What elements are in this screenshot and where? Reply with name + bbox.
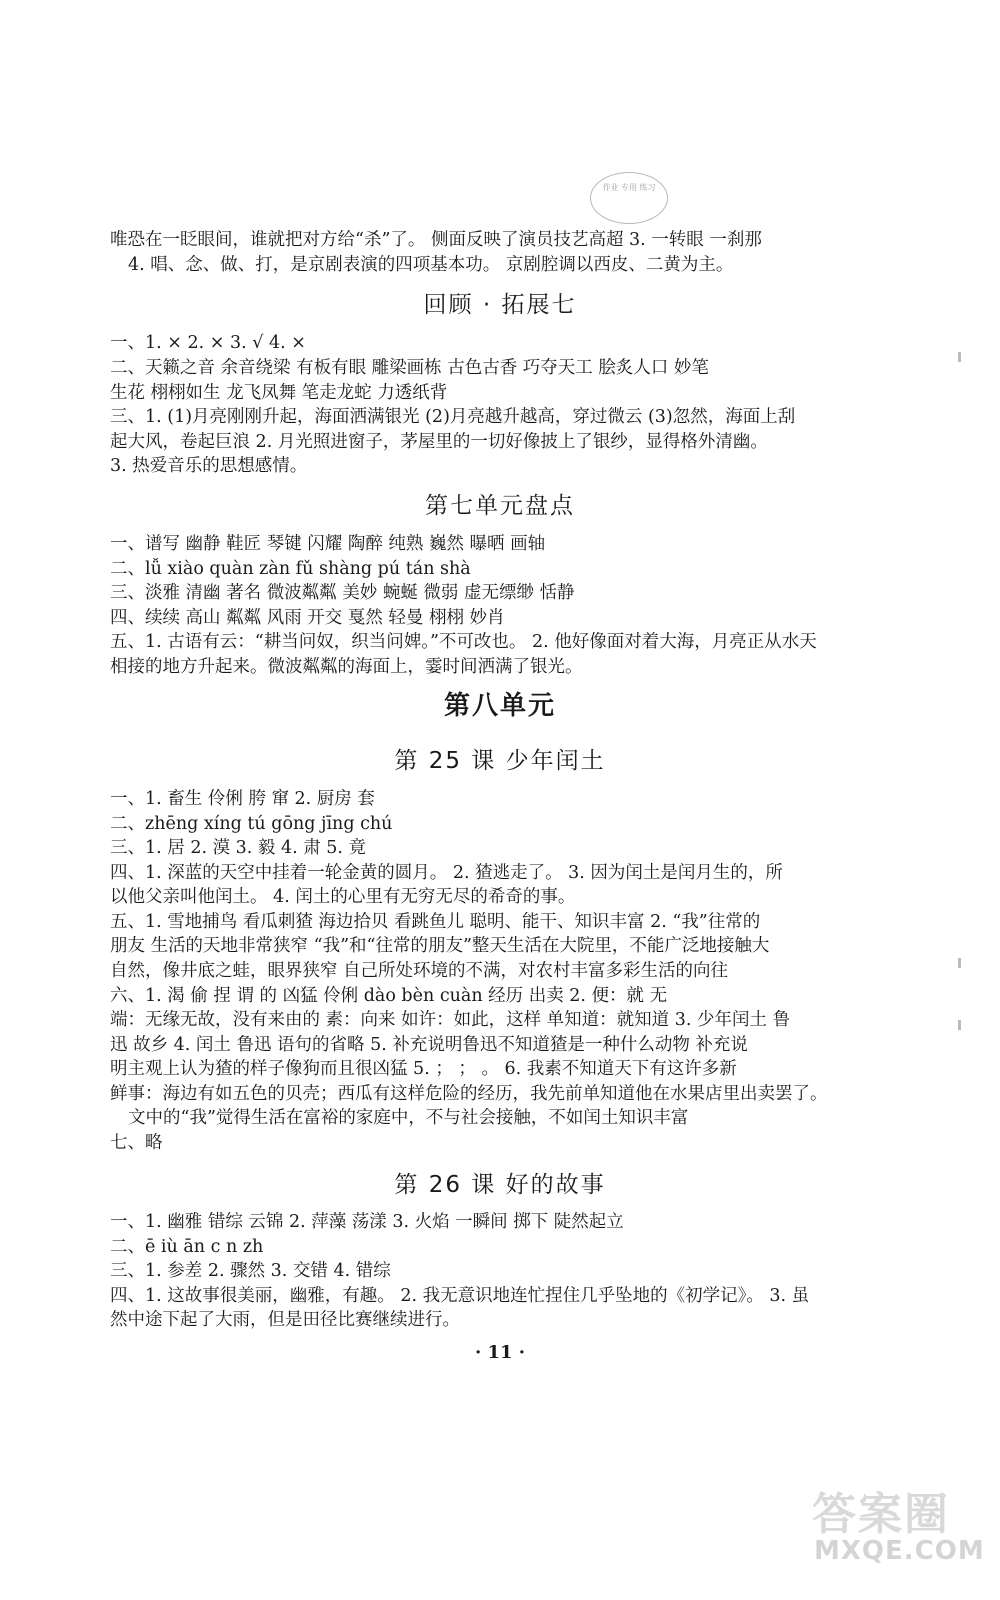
answer-line: 一、1. × 2. × 3. √ 4. × [110,333,306,353]
margin-mark [958,1020,961,1030]
answer-line: 生花 栩栩如生 龙飞凤舞 笔走龙蛇 力透纸背 [110,383,448,403]
answer-line: 二、天籁之音 余音绕梁 有板有眼 雕梁画栋 古色古香 巧夺天工 脍炙人口 妙笔 [110,358,709,378]
answer-line: 三、1. (1)月亮刚刚升起，海面洒满银光 (2)月亮越升越高，穿过微云 (3)忽然，海面上刮 [110,407,796,427]
answer-line: 然中途下起了大雨，但是田径比赛继续进行。 [110,1310,460,1330]
answer-line: 鲜事：海边有如五色的贝壳；西瓜有这样危险的经历，我先前单知道他在水果店里出卖罢了。 [110,1084,828,1104]
answer-line: 四、1. 深蓝的天空中挂着一轮金黄的圆月。 2. 猹逃走了。 3. 因为闰土是闰月生的，所 [110,863,783,883]
watermark-url: MXQE.COM [814,1536,985,1566]
answer-line: 二、ē iù ān c n zh [110,1237,264,1257]
margin-mark [958,352,961,362]
answer-line: 五、1. 古语有云：“耕当问奴，织当问婢。”不可改也。 2. 他好像面对着大海，月亮正从水天 [110,632,817,652]
answer-line: 文中的“我”觉得生活在富裕的家庭中，不与社会接触，不如闰土知识丰富 [128,1108,689,1128]
answer-line: 一、1. 畜生 伶俐 胯 窜 2. 厨房 套 [110,789,375,809]
answer-line: 一、谱写 幽静 鞋匠 琴键 闪耀 陶醉 纯熟 巍然 曝晒 画轴 [110,534,546,554]
answer-line: 端：无缘无故，没有来由的 素：向来 如许：如此，这样 单知道：就知道 3. 少年闰土 鲁 [110,1010,791,1030]
answer-line: 迅 故乡 4. 闰土 鲁迅 语句的省略 5. 补充说明鲁迅不知道猹是一种什么动物 补充说 [110,1035,748,1055]
answer-line: 四、1. 这故事很美丽，幽雅，有趣。 2. 我无意识地连忙捏住几乎坠地的《初学记》。 3. 虽 [110,1286,810,1306]
answer-line: 起大风，卷起巨浪 2. 月光照进窗子，茅屋里的一切好像披上了银纱，显得格外清幽。 [110,432,768,452]
answer-line: 四、续续 高山 粼粼 风雨 开交 戛然 轻曼 栩栩 妙肖 [110,608,505,628]
answer-line: 明主观上认为猹的样子像狗而且很凶猛 5. ； ； 。 6. 我素不知道天下有这许多新 [110,1059,737,1079]
margin-mark [958,958,961,968]
answer-line: 3. 热爱音乐的思想感情。 [110,456,308,476]
answer-line: 以他父亲叫他闰土。 4. 闰土的心里有无穷无尽的希奇的事。 [110,887,576,907]
answer-line: 自然，像井底之蛙，眼界狭窄 自己所处环境的不满，对农村丰富多彩生活的向往 [110,961,729,981]
answer-line: 七、略 [110,1133,163,1153]
answer-line: 一、1. 幽雅 错综 云锦 2. 萍藻 荡漾 3. 火焰 一瞬间 掷下 陡然起立 [110,1212,624,1232]
stamp-seal [590,172,668,224]
unit-title: 第八单元 [443,691,556,721]
answer-line: 三、1. 参差 2. 骤然 3. 交错 4. 错综 [110,1261,391,1281]
answer-line: 三、淡雅 清幽 著名 微波粼粼 美妙 蜿蜒 微弱 虚无缥缈 恬静 [110,583,575,603]
answer-line: 三、1. 居 2. 漠 3. 毅 4. 肃 5. 竟 [110,838,367,858]
answer-line: 二、zhēng xíng tú gōng jīng chú [110,814,393,834]
answer-line: 六、1. 渴 偷 捏 谓 的 凶猛 伶俐 dào bèn cuàn 经历 出卖 2. 便：就 无 [110,986,668,1006]
stamp-text: 作业 专用 练习 [602,183,656,192]
section-title: 回顾 · 拓展七 [423,292,577,318]
answer-line: 二、lǚ xiào quàn zàn fǔ shàng pú tán shà [110,559,471,579]
page-number: · 11 · [474,1342,526,1363]
answer-line: 4. 唱、念、做、打，是京剧表演的四项基本功。 京剧腔调以西皮、二黄为主。 [128,255,734,275]
lesson-title: 第 26 课 好的故事 [394,1172,606,1198]
watermark-logo [808,1478,988,1588]
answer-line: 唯恐在一眨眼间，谁就把对方给“杀”了。 侧面反映了演员技艺高超 3. 一转眼 一刹那 [110,230,762,250]
lesson-title: 第 25 课 少年闰土 [394,748,606,774]
answer-line: 朋友 生活的天地非常狭窄 “我”和“往常的朋友”整天生活在大院里，不能广泛地接触大 [110,936,770,956]
answer-line: 相接的地方升起来。微波粼粼的海面上，霎时间洒满了银光。 [110,657,583,677]
watermark-brand: 答案圈 [812,1489,950,1540]
section-title: 第七单元盘点 [425,493,575,519]
answer-line: 五、1. 雪地捕鸟 看瓜刺猹 海边拾贝 看跳鱼儿 聪明、能干、知识丰富 2. “我”往常的 [110,912,761,932]
